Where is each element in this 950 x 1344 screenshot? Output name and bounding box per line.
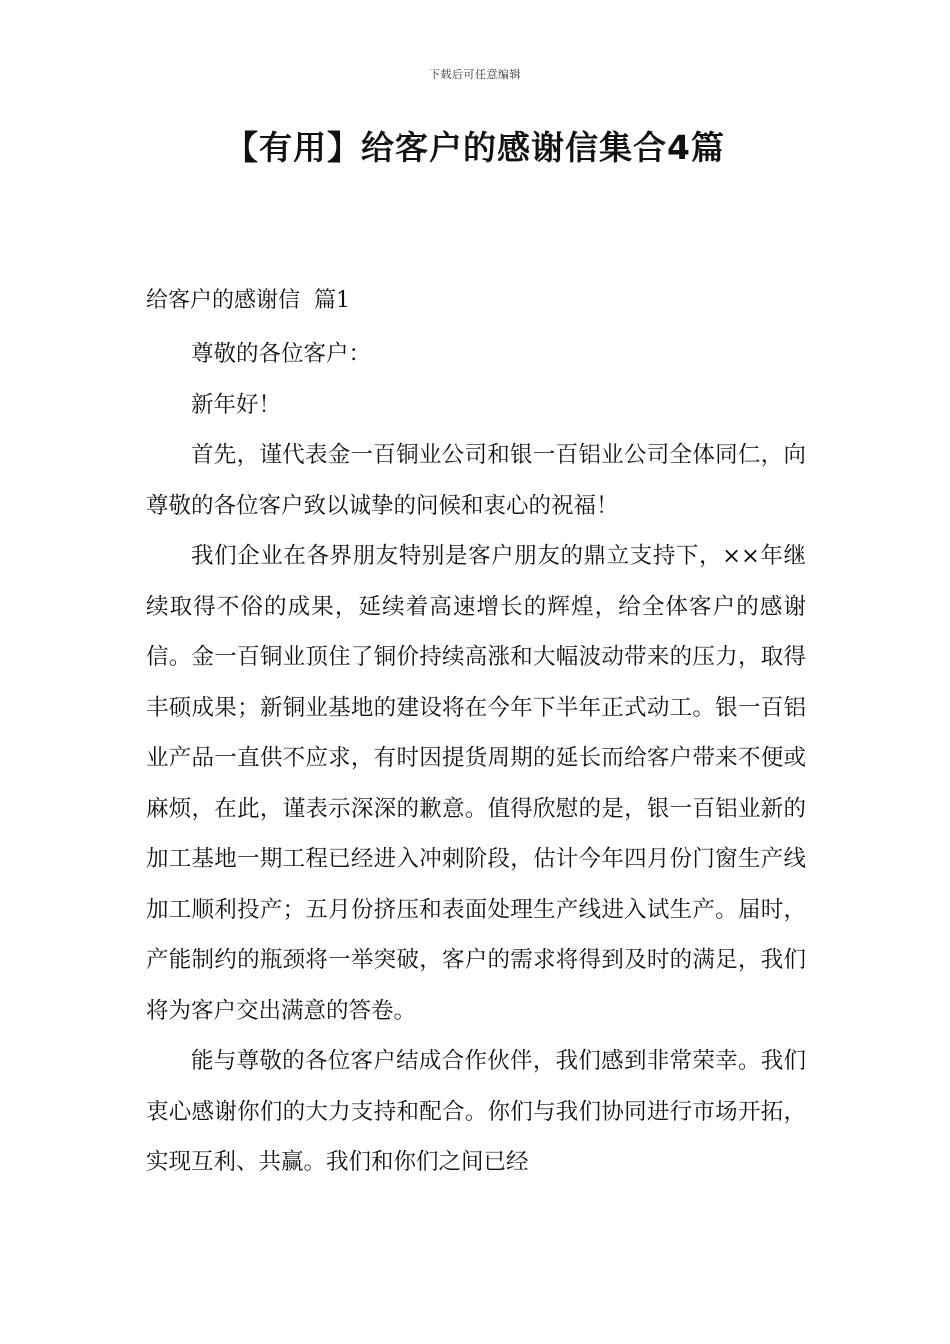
section-number: 篇1: [314, 288, 351, 313]
body-paragraph: 能与尊敬的各位客户结成合作伙伴，我们感到非常荣幸。我们衷心感谢你们的大力支持和配合。你们与我们协同进行市场开拓，实现互利、共赢。我们和你们之间已经: [146, 1048, 806, 1175]
section-heading-text: 给客户的感谢信: [146, 288, 301, 313]
greeting: 新年好！: [191, 391, 282, 418]
header-note: 下载后可任意编辑: [429, 68, 521, 81]
document-title: 【有用】给客户的感谢信集合4篇: [225, 128, 725, 167]
salutation: 尊敬的各位客户：: [191, 341, 372, 367]
body-paragraph: 首先，谨代表金一百铜业公司和银一百铝业公司全体同仁，向尊敬的各位客户致以诚挚的问候和衷心的祝福！: [146, 442, 806, 519]
letter-body: [146, 329, 806, 1188]
body-paragraph: 我们企业在各界朋友特别是客户朋友的鼎立支持下，××年继续取得不俗的成果，延续着高速增长的辉煌，给全体客户的感谢信。金一百铜业顶住了铜价持续高涨和大幅波动带来的压力，取得丰硕成果；新铜业基地的建设将在今年下半年正式动工。银一百铝业产品一直供不应求，有时因提货周期的延长而给客户带来不便或麻烦，在此，谨表示深深的歉意。值得欣慰的是，银一百铝业新的加工基地一期工程已经进入冲刺阶段，估计今年四月份门窗生产线加工顺利投产；五月份挤压和表面处理生产线进入试生产。届时，产能制约的瓶颈将一举突破，客户的需求将得到及时的满足，我们将为客户交出满意的答卷。: [146, 543, 806, 1024]
section-heading: [146, 283, 350, 314]
